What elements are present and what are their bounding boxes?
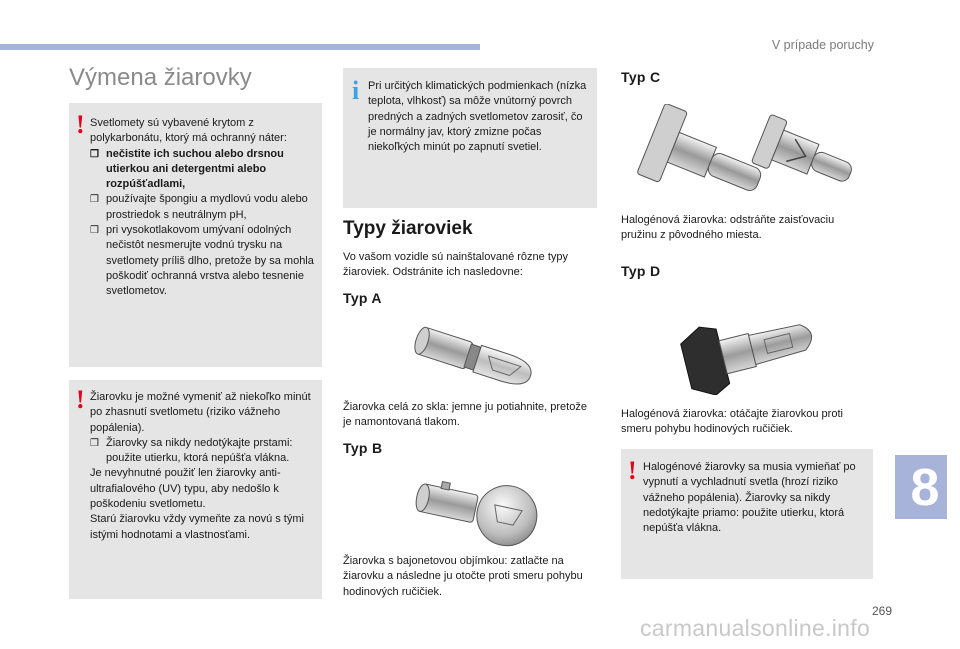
bullet-item: ❒ nečistite ich suchou alebo drsnou utierkou ani detergentmi alebo rozpúšťadlami, [90, 147, 284, 191]
bulb-type-c-illustration [630, 104, 865, 204]
warning-exclamation-icon: ! [628, 456, 637, 485]
bullet-item: ❒ Žiarovky sa nikdy nedotýkajte prstami: použite utierku, ktorá nepúšťa vlákna. [90, 436, 293, 465]
type-b-description: Žiarovka s bajonetovou objímkou: zatlačte na žiarovku a následne ju otočte proti smeru pohybu hodinových ručičiek. [343, 555, 583, 598]
types-section-title: Typy žiaroviek [343, 218, 473, 239]
watermark: carmanualsonline.info [640, 615, 871, 641]
type-a-description: Žiarovka celá zo skla: jemne ju potiahnite, pretože je namontovaná tlakom. [343, 401, 587, 429]
bulb-type-a-illustration [405, 322, 545, 397]
warning-exclamation-icon: ! [76, 385, 85, 414]
types-intro: Vo vašom vozidle sú nainštalované rôzne typy žiaroviek. Odstránite ich nasledovne: [343, 251, 569, 279]
info-condensation-text: Pri určitých klimatických podmienkach (nízka teplota, vlhkosť) sa môže vnútorný povrch predných a zadných svetlometov zarosiť, čo je normálny jav, ktorý zmizne počas niekoľkých minút po zapnutí svetiel. [368, 80, 587, 154]
type-a-heading: Typ A [343, 290, 382, 306]
warning-cleaning-text [90, 116, 318, 300]
warning-replacement-uv: Je nevyhnutné použiť len žiarovky anti-ultrafialového (UV) typu, aby nedošlo k poškodeniu svetlometu. [90, 467, 281, 511]
warning-replacement-text [90, 390, 318, 543]
page-number: 269 [872, 604, 893, 618]
chapter-number: 8 [910, 459, 940, 517]
arrow-bullet-icon: ❒ [90, 194, 99, 206]
arrow-bullet-icon: ❒ [90, 437, 99, 449]
warning-exclamation-icon: ! [76, 110, 85, 139]
bulb-type-b-illustration [405, 472, 555, 552]
arrow-bullet-icon: ❒ [90, 148, 99, 160]
warning-replacement-same: Starú žiarovku vždy vymeňte za novú s tými istými hodnotami a vlastnosťami. [90, 513, 304, 541]
page-title: Výmena žiarovky [69, 64, 252, 91]
warning-replacement-intro: Žiarovku je možné vymeniť až niekoľko minút po zhasnutí svetlometu (riziko vážneho popálenia). [90, 391, 311, 434]
type-d-description: Halogénová žiarovka: otáčajte žiarovkou proti smeru pohybu hodinových ručičiek. [621, 408, 843, 436]
type-c-description: Halogénová žiarovka: odstráňte zaisťovaciu pružinu z pôvodného miesta. [621, 214, 835, 242]
type-c-heading: Typ C [621, 69, 661, 85]
bullet-item: ❒ používajte špongiu a mydlovú vodu alebo prostriedok s neutrálnym pH, [90, 193, 308, 221]
bullet-item: ❒ pri vysokotlakovom umývaní odolných nečistôt nesmerujte vodnú trysku na svetlomety príliš dlho, pretože by sa mohla poškodiť ochranná vrstva alebo tesnenie svetlometov. [90, 224, 314, 298]
bulb-type-d-illustration [672, 303, 832, 395]
warning-cleaning-intro: Svetlomety sú vybavené krytom z polykarbonátu, ktorý má ochranný náter: [90, 117, 287, 145]
info-icon: i [352, 76, 360, 105]
arrow-bullet-icon: ❒ [90, 225, 99, 237]
warning-halogen-text: Halogénové žiarovky sa musia vymieňať po vypnutí a vychladnutí svetla (hrozí riziko vážneho popálenia). Žiarovky sa nikdy nedotýkajte priamo: použite utierku, ktorá nepúšťa vlákna. [643, 461, 856, 535]
type-d-heading: Typ D [621, 263, 661, 279]
header-accent-bar [0, 44, 480, 50]
type-b-heading: Typ B [343, 440, 383, 456]
section-header: V prípade poruchy [771, 38, 874, 52]
